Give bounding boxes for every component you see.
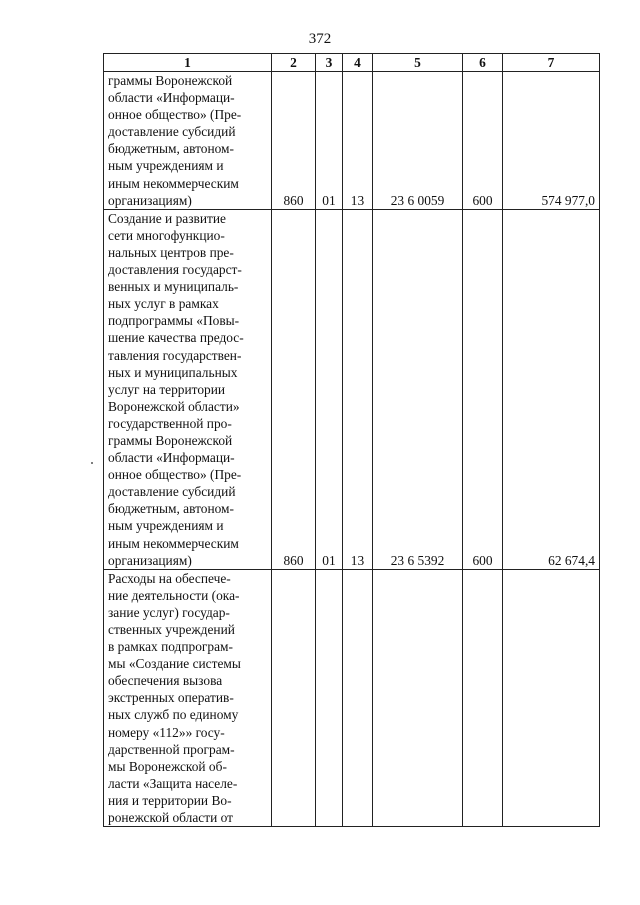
budget-table <box>103 53 600 827</box>
cell-ministry-code <box>272 569 316 826</box>
cell-expense-type <box>463 569 503 826</box>
header-col-3: 3 <box>316 54 343 72</box>
cell-target-article: 23 6 5392 <box>373 209 463 569</box>
description-line: экстренных оператив- <box>108 690 234 706</box>
description-line: Создание и развитие <box>108 210 226 226</box>
description-line: зание услуг) государ- <box>108 604 230 620</box>
description-line: бюджетным, автоном- <box>108 141 234 157</box>
description-line: обеспечения вызова <box>108 673 223 689</box>
cell-target-article <box>373 569 463 826</box>
header-col-2: 2 <box>272 54 316 72</box>
page-number: 372 <box>308 31 332 47</box>
description-line: организациям) <box>108 552 192 568</box>
cell-amount: 62 674,4 <box>503 209 600 569</box>
description-line: области «Информаци- <box>108 450 235 466</box>
description-line: ласти «Защита населе- <box>108 775 238 791</box>
scan-dot <box>91 462 93 464</box>
cell-subsection-code <box>343 569 373 826</box>
description-line: дарственной програм- <box>108 741 235 757</box>
cell-subsection-code: 13 <box>343 209 373 569</box>
description-line: организациям) <box>108 192 192 208</box>
description-line: онное общество» (Пре- <box>108 107 242 123</box>
header-col-6: 6 <box>463 54 503 72</box>
description-line: Воронежской области» <box>108 398 240 414</box>
description-line: иным некоммерческим <box>108 535 239 551</box>
description-line: ния и территории Во- <box>108 792 232 808</box>
description-line: доставление субсидий <box>108 484 236 500</box>
row-description <box>104 209 272 569</box>
description-line: ных и муниципальных <box>108 364 238 380</box>
cell-ministry-code: 860 <box>272 209 316 569</box>
description-line: бюджетным, автоном- <box>108 501 234 517</box>
description-line: Расходы на обеспече- <box>108 570 231 586</box>
cell-target-article: 23 6 0059 <box>373 72 463 210</box>
row-description <box>104 569 272 826</box>
description-line: ным учреждениям и <box>108 518 224 534</box>
table-row <box>104 72 600 210</box>
description-line: в рамках подпрограм- <box>108 639 233 655</box>
description-line: мы «Создание системы <box>108 656 241 672</box>
header-row <box>104 54 600 72</box>
cell-amount <box>503 569 600 826</box>
cell-section-code: 01 <box>316 209 343 569</box>
cell-subsection-code: 13 <box>343 72 373 210</box>
description-line: сети многофункцио- <box>108 227 225 243</box>
description-line: государственной про- <box>108 415 232 431</box>
cell-ministry-code: 860 <box>272 72 316 210</box>
description-line: граммы Воронежской <box>108 73 233 88</box>
description-line: ние деятельности (ока- <box>108 587 240 603</box>
description-line: ственных учреждений <box>108 622 235 637</box>
cell-amount: 574 977,0 <box>503 72 600 210</box>
description-line: области «Информаци- <box>108 90 235 106</box>
description-line: номеру «112»» госу- <box>108 724 225 740</box>
description-line: тавления государствен- <box>108 347 242 363</box>
description-line: граммы Воронежской <box>108 432 233 448</box>
description-line: ных служб по единому <box>108 707 239 723</box>
cell-expense-type: 600 <box>463 209 503 569</box>
row-description <box>104 72 272 210</box>
description-line: онное общество» (Пре- <box>108 467 242 483</box>
description-line: услуг на территории <box>108 381 226 397</box>
table-row <box>104 209 600 569</box>
header-col-7: 7 <box>503 54 600 72</box>
description-line: ным учреждениям и <box>108 158 224 174</box>
cell-section-code: 01 <box>316 72 343 210</box>
description-line: иным некоммерческим <box>108 175 239 191</box>
header-col-5: 5 <box>373 54 463 72</box>
description-line: нальных центров пре- <box>108 244 234 260</box>
description-line: венных и муниципаль- <box>108 279 239 295</box>
description-line: ных услуг в рамках <box>108 296 219 312</box>
header-col-4: 4 <box>343 54 373 72</box>
description-line: доставления государст- <box>108 262 242 278</box>
description-line: мы Воронежской об- <box>108 758 227 774</box>
description-line: доставление субсидий <box>108 124 236 140</box>
description-line: ронежской области от <box>108 810 233 826</box>
header-col-1: 1 <box>104 54 272 72</box>
description-line: подпрограммы «Повы- <box>108 313 240 329</box>
cell-section-code <box>316 569 343 826</box>
table-row <box>104 569 600 826</box>
description-line: шение качества предос- <box>108 330 244 346</box>
cell-expense-type: 600 <box>463 72 503 210</box>
